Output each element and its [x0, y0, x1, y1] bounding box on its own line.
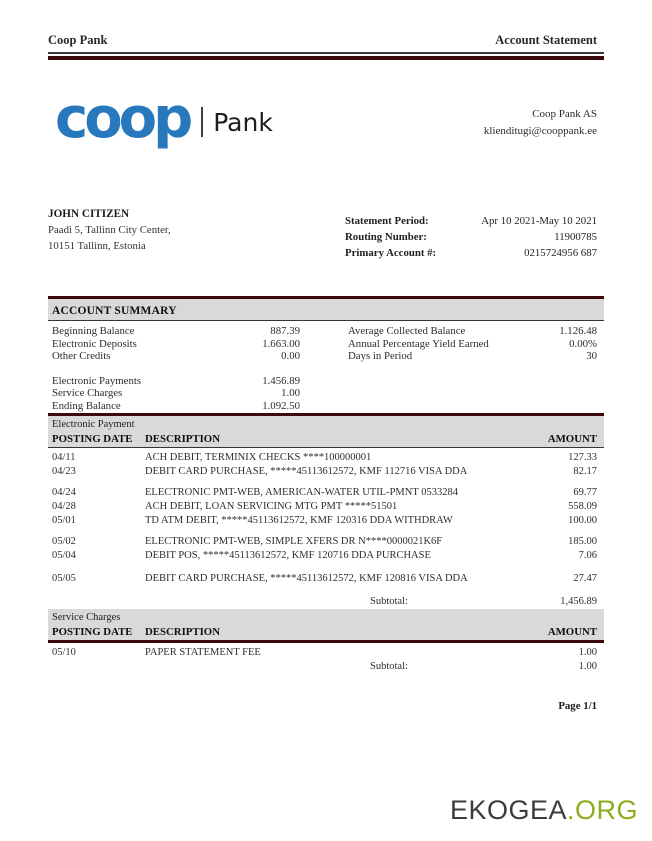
summary-row — [52, 325, 300, 338]
row-amount: 185.00 — [568, 535, 597, 547]
row-description: TD ATM DEBIT, *****45113612572, KMF 120316 DDA WITHDRAW — [145, 514, 453, 526]
column-headers — [52, 625, 597, 639]
summary-row — [52, 350, 300, 363]
summary-value: 1.00 — [281, 387, 300, 400]
table-row — [52, 451, 597, 465]
table-row — [52, 535, 597, 549]
routing-number-row — [345, 229, 597, 245]
account-summary-body — [48, 321, 604, 413]
primary-account-label: Primary Account #: — [345, 247, 437, 259]
summary-label: Days in Period — [348, 350, 413, 363]
summary-row — [52, 387, 300, 400]
primary-account-row — [345, 245, 597, 261]
summary-right-column — [348, 325, 597, 413]
row-amount: 127.33 — [568, 451, 597, 463]
customer-address-line2: 10151 Tallinn, Estonia — [48, 240, 146, 252]
row-posting-date: 05/01 — [52, 514, 76, 526]
summary-label: Ending Balance — [52, 399, 121, 412]
row-description: ACH DEBIT, TERMINIX CHECKS ****100000001 — [145, 451, 372, 463]
watermark-primary-text: EKOGEA — [449, 795, 567, 825]
header-rule — [48, 52, 604, 60]
column-description: DESCRIPTION — [145, 432, 220, 445]
summary-value: 1.456.89 — [262, 374, 300, 387]
column-posting-date: POSTING DATE — [52, 625, 133, 638]
column-description: DESCRIPTION — [145, 625, 220, 638]
summary-row — [52, 400, 300, 413]
subtotal-label: Subtotal: — [370, 595, 408, 607]
summary-left-column — [52, 325, 300, 413]
summary-value: 1.663.00 — [262, 337, 300, 350]
header-rule-thick — [48, 56, 604, 61]
electronic-payments-header — [48, 413, 604, 448]
account-summary-section — [48, 296, 604, 413]
bank-logo — [55, 85, 273, 151]
row-posting-date: 04/23 — [52, 465, 76, 477]
row-posting-date: 04/28 — [52, 500, 76, 512]
statement-period-row — [345, 213, 597, 229]
summary-value: 0.00 — [281, 350, 300, 363]
watermark — [450, 795, 638, 826]
primary-account-value: 0215724956 687 — [524, 247, 597, 259]
summary-label: Electronic Deposits — [52, 337, 137, 350]
service-charges-rows — [48, 643, 604, 674]
page-number: Page 1/1 — [558, 700, 597, 712]
account-summary-header — [48, 296, 604, 321]
subtotal-value: 1.00 — [578, 660, 597, 672]
row-amount: 100.00 — [568, 514, 597, 526]
row-amount: 558.09 — [568, 500, 597, 512]
row-posting-date: 05/04 — [52, 549, 76, 561]
row-description: ELECTRONIC PMT-WEB, SIMPLE XFERS DR N****0000021K6F — [145, 535, 443, 547]
summary-row — [52, 338, 300, 351]
summary-row — [52, 375, 300, 388]
table-row — [52, 572, 597, 586]
row-posting-date: 04/11 — [52, 451, 76, 463]
row-description: PAPER STATEMENT FEE — [145, 646, 261, 658]
summary-value: 887.39 — [270, 325, 300, 337]
summary-row — [348, 338, 597, 351]
row-description: ELECTRONIC PMT-WEB, AMERICAN-WATER UTIL-PMNT 0533284 — [145, 486, 458, 498]
bank-contact-block — [484, 106, 597, 139]
summary-value: 1.092.50 — [262, 399, 300, 412]
electronic-payments-title: Electronic Payment — [52, 419, 135, 430]
service-charges-title: Service Charges — [52, 612, 121, 623]
account-summary-title: ACCOUNT SUMMARY — [52, 304, 177, 317]
service-charges-header — [48, 609, 604, 643]
summary-label: Service Charges — [52, 387, 123, 400]
subtotal-value: 1,456.89 — [560, 595, 597, 607]
bank-name: Coop Pank AS — [532, 108, 597, 120]
logo-divider — [201, 107, 203, 137]
row-amount: 7.06 — [578, 549, 597, 561]
row-description: ACH DEBIT, LOAN SERVICING MTG PMT *****51501 — [145, 500, 398, 512]
summary-value: 30 — [586, 350, 597, 363]
watermark-secondary-text: .ORG — [566, 795, 638, 825]
statement-period-value: Apr 10 2021-May 10 2021 — [481, 215, 597, 227]
document-header — [48, 33, 604, 48]
routing-number-value: 11900785 — [554, 231, 597, 243]
customer-info-block — [48, 206, 604, 259]
service-charges-section — [48, 609, 604, 674]
customer-address-line1: Paadi 5, Tallinn City Center, — [48, 224, 171, 236]
row-amount: 69.77 — [573, 486, 597, 498]
summary-label: Annual Percentage Yield Earned — [348, 337, 489, 350]
header-bank-title: Coop Pank — [48, 33, 108, 47]
table-row — [52, 465, 597, 479]
row-amount: 27.47 — [573, 572, 597, 584]
logo-pank-text: Pank — [213, 107, 273, 137]
table-row — [52, 514, 597, 528]
row-posting-date: 05/02 — [52, 535, 76, 547]
row-description: DEBIT CARD PURCHASE, *****45113612572, KMF 112716 VISA DDA — [145, 465, 468, 477]
row-posting-date: 04/24 — [52, 486, 76, 498]
summary-row — [348, 350, 597, 363]
summary-label: Beginning Balance — [52, 325, 135, 337]
row-description: DEBIT POS, *****45113612572, KMF 120716 DDA PURCHASE — [145, 549, 431, 561]
summary-label: Electronic Payments — [52, 374, 142, 387]
column-amount: AMOUNT — [547, 625, 597, 638]
coop-logo-wordmark: coop — [55, 85, 190, 151]
table-row — [52, 486, 597, 500]
header-document-title: Account Statement — [495, 33, 597, 47]
table-row — [52, 549, 597, 563]
summary-value: 1.126.48 — [559, 325, 597, 337]
table-row — [52, 646, 597, 660]
row-amount: 1.00 — [578, 646, 597, 658]
table-row — [52, 500, 597, 514]
row-description: DEBIT CARD PURCHASE, *****45113612572, KMF 120816 VISA DDA — [145, 572, 468, 584]
column-posting-date: POSTING DATE — [52, 432, 133, 445]
summary-label: Other Credits — [52, 350, 111, 363]
subtotal-row — [52, 660, 597, 674]
summary-value: 0.00% — [569, 337, 597, 350]
statement-info-block — [345, 213, 597, 261]
subtotal-row — [52, 595, 597, 609]
column-headers — [52, 432, 597, 446]
electronic-payments-section — [48, 413, 604, 609]
header-rule-thin — [48, 52, 604, 54]
customer-name: JOHN CITIZEN — [48, 208, 130, 220]
statement-period-label: Statement Period: — [345, 215, 429, 227]
row-posting-date: 05/10 — [52, 646, 76, 658]
summary-label: Average Collected Balance — [348, 325, 466, 337]
bank-email: klienditugi@cooppank.ee — [483, 124, 597, 137]
summary-row — [348, 325, 597, 338]
column-amount: AMOUNT — [547, 432, 597, 445]
row-posting-date: 05/05 — [52, 572, 76, 584]
routing-number-label: Routing Number: — [345, 231, 427, 243]
row-amount: 82.17 — [573, 465, 597, 477]
electronic-payments-rows — [48, 448, 604, 609]
subtotal-label: Subtotal: — [370, 660, 408, 672]
